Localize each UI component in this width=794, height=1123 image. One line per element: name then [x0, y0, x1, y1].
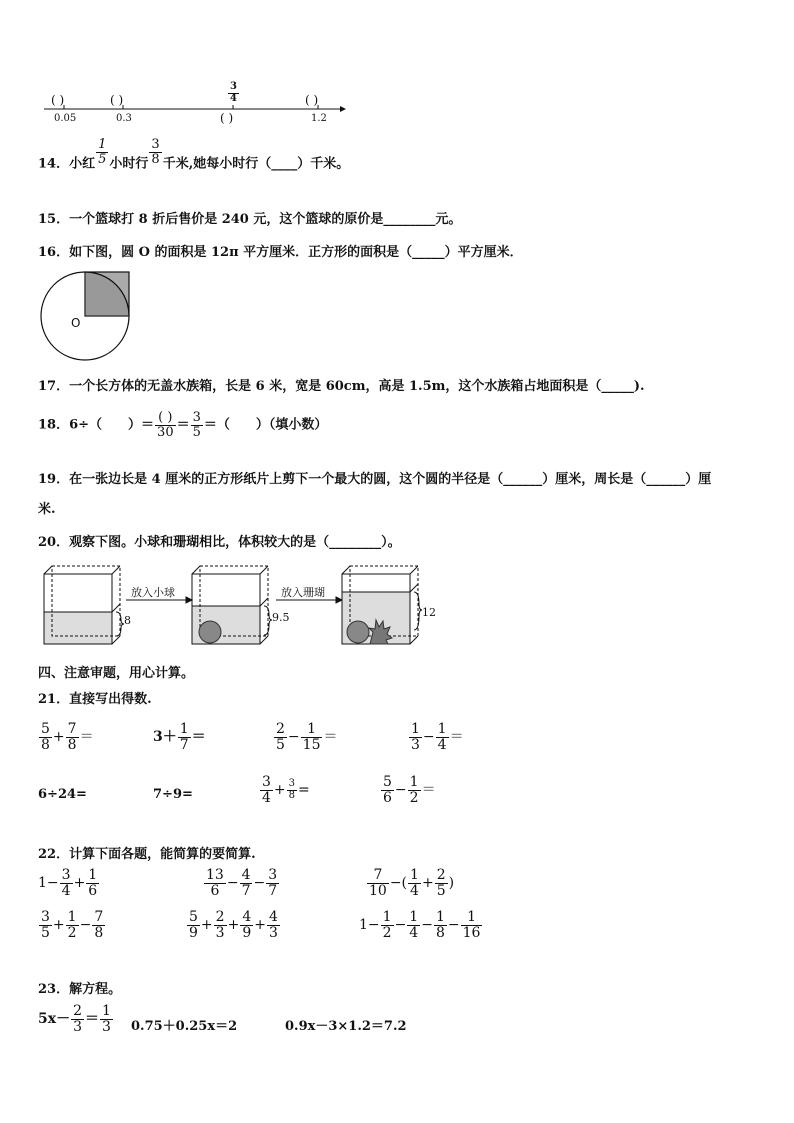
question-21: 21．直接写出得数.: [38, 692, 152, 707]
q21-item-2: 3＋ $\frac{1}{7}$ ＝: [153, 721, 206, 753]
question-22: 22．计算下面各题，能简算的要简算.: [38, 847, 256, 862]
question-17: 17．一个长方体的无盖水族箱，长是 6 米，宽是 60cm，高是 1.5m，这个水族箱占地面积是（_____).: [38, 379, 645, 394]
blank-2[interactable]: ( ): [110, 93, 124, 107]
tanks-figure: [40, 562, 450, 654]
q21-item-7: $\frac{3}{4}$ + $\frac{3}{8}$ =: [262, 774, 310, 806]
blank-3[interactable]: ( ): [220, 111, 234, 125]
q21-item-8: $\frac{5}{6}$ − $\frac{1}{2}$ ＝: [383, 774, 436, 806]
question-23: 23．解方程。: [38, 982, 122, 997]
q22-item-2: $\frac{13}{6}$ − $\frac{4}{7}$ − $\frac{3}{7}$: [206, 867, 278, 899]
q22-item-1: 1− $\frac{3}{4}$ + $\frac{1}{6}$: [38, 867, 98, 899]
equation-2: 0.75＋0.25x＝2: [131, 1019, 238, 1034]
tick-label-1: 0.05: [54, 113, 77, 124]
height-label-2: 9.5: [272, 611, 290, 624]
q22-item-5: $\frac{5}{9}$ + $\frac{2}{3}$ + $\frac{4}{9}$ + $\frac{4}{3}$: [189, 909, 278, 941]
center-label: O: [71, 316, 81, 330]
question-20: 20．观察下图。小球和珊瑚相比，体积较大的是（________）。: [38, 535, 401, 550]
arrow-label-ball: 放入小球: [131, 586, 175, 599]
number-line-graphic: [40, 90, 350, 130]
section-heading: 四、注意审题，用心计算。: [38, 666, 195, 681]
question-14: 14．小红 $\frac{1}{5}$ 小时行 $\frac{3}{8}$ 千米,她每小时行（____）千米。: [38, 137, 350, 172]
tick-label-2: 0.3: [116, 113, 132, 124]
question-18: 18．6÷（ ）＝ $\frac{( )}{30}$ ＝ $\frac{3}{5}$ ＝（ ）（填小数）: [38, 410, 328, 440]
circle-square-figure: [38, 268, 138, 366]
q21-item-1: $\frac{5}{8}$ + $\frac{7}{8}$ ＝: [41, 721, 94, 753]
q22-item-3: $\frac{7}{10}$ −( $\frac{1}{4}$ + $\frac{2}{5}$ ): [369, 867, 455, 899]
tick-fraction: $\frac{3}{4}$: [230, 81, 237, 104]
equation-3: 0.9x－3×1.2＝7.2: [285, 1019, 407, 1034]
question-16: 16．如下图，圆 O 的面积是 12π 平方厘米．正方形的面积是（_____）平方厘米．: [38, 245, 523, 260]
height-label-3: 12: [422, 606, 436, 619]
q21-item-3: $\frac{2}{5}$ − $\frac{1}{15}$ ＝: [276, 721, 338, 753]
question-15: 15．一个篮球打 8 折后售价是 240 元，这个篮球的原价是________元。: [38, 212, 462, 227]
blank-1[interactable]: ( ): [51, 93, 65, 107]
q21-item-4: $\frac{1}{3}$ − $\frac{1}{4}$ ＝: [411, 721, 464, 753]
question-19: 19．在一张边长是 4 厘米的正方形纸片上剪下一个最大的圆，这个圆的半径是（______）厘米，周长是（______）厘: [38, 472, 712, 487]
q22-item-4: $\frac{3}{5}$ + $\frac{1}{2}$ − $\frac{7}{8}$: [41, 909, 104, 941]
question-19-cont: 米.: [38, 502, 56, 517]
q21-item-5: 6÷24=: [38, 787, 87, 802]
q22-item-6: 1− $\frac{1}{2}$ − $\frac{1}{4}$ − $\frac{1}{8}$ − $\frac{1}{16}$: [359, 909, 481, 941]
arrow-label-coral: 放入珊瑚: [281, 586, 325, 599]
height-label-1: 8: [124, 614, 131, 627]
equation-1: 5x－ $\frac{2}{3}$ ＝ $\frac{1}{3}$: [38, 1003, 111, 1035]
tick-label-3: 1.2: [311, 113, 327, 124]
q21-item-6: 7÷9=: [153, 787, 193, 802]
blank-4[interactable]: ( ): [305, 93, 319, 107]
